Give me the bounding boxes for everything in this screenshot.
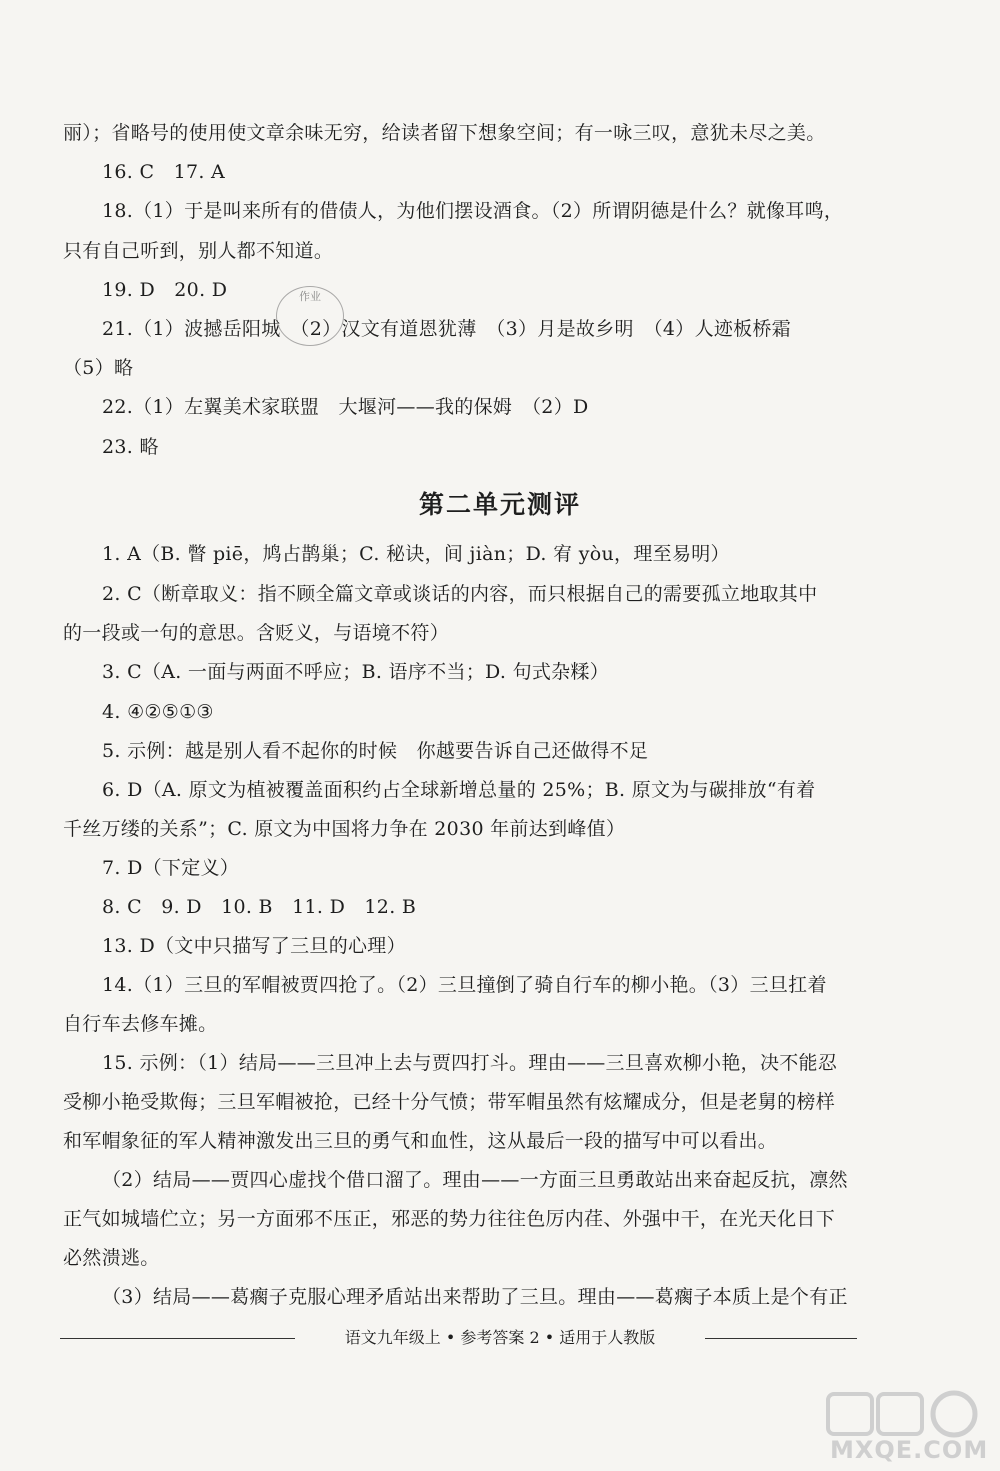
text-line: 22.（1）左翼美术家联盟 大堰河——我的保姆 （2）D: [102, 396, 589, 418]
text-line: 千丝万缕的关系”；C. 原文为中国将力争在 2030 年前达到峰值）: [63, 818, 626, 840]
text-line: 15. 示例：（1）结局——三旦冲上去与贾四打斗。理由——三旦喜欢柳小艳，决不能忍: [102, 1052, 838, 1074]
watermark-text: MXQE.COM: [830, 1436, 989, 1464]
text-line: 和军帽象征的军人精神激发出三旦的勇气和血性，这从最后一段的描写中可以看出。: [63, 1130, 778, 1152]
page-footer: [0, 1327, 1000, 1349]
homework-stamp: 作业: [276, 286, 344, 346]
text-line: （5）略: [63, 357, 134, 379]
text-line: 必然溃逃。: [63, 1247, 160, 1269]
text-line: 1. A（B. 瞥 piē，鸠占鹊巢；C. 秘诀，间 jiàn；D. 宥 yòu，理至易明）: [102, 543, 730, 565]
text-line: 23. 略: [102, 436, 159, 458]
text-line: 自行车去修车摊。: [63, 1013, 218, 1035]
text-line: 18.（1）于是叫来所有的借债人，为他们摆设酒食。（2）所谓阴德是什么？就像耳鸣，: [102, 200, 844, 222]
text-line: （2）结局——贾四心虚找个借口溜了。理由——一方面三旦勇敢站出来奋起反抗，凛然: [102, 1169, 848, 1191]
watermark-logo: [826, 1390, 989, 1465]
text-line: 正气如城墙伫立；另一方面邪不压正，邪恶的势力往往色厉内荏、外强中干，在光天化日下: [63, 1208, 836, 1230]
text-line: 只有自己听到，别人都不知道。: [63, 240, 334, 262]
text-line: （3）结局——葛瘸子克服心理矛盾站出来帮助了三旦。理由——葛瘸子本质上是个有正: [102, 1286, 848, 1308]
text-line: 16. C 17. A: [102, 161, 226, 183]
text-line: 14.（1）三旦的军帽被贾四抢了。（2）三旦撞倒了骑自行车的柳小艳。（3）三旦扛着: [102, 974, 827, 996]
text-line: 的一段或一句的意思。含贬义，与语境不符）: [63, 622, 450, 644]
text-line: 21.（1）波撼岳阳城 （2）汉文有道恩犹薄 （3）月是故乡明 （4）人迹板桥霜: [102, 318, 792, 340]
text-line: 8. C 9. D 10. B 11. D 12. B: [102, 896, 417, 918]
section-title: 第二单元测评: [418, 490, 581, 519]
text-line: 13. D（文中只描写了三旦的心理）: [102, 935, 406, 957]
text-line: 5. 示例：越是别人看不起你的时候 你越要告诉自己还做得不足: [102, 740, 649, 762]
text-line: 7. D（下定义）: [102, 857, 240, 879]
text-line: 2. C（断章取义：指不顾全篇文章或谈话的内容，而只根据自己的需要孤立地取其中: [102, 583, 818, 605]
text-line: 3. C（A. 一面与两面不呼应；B. 语序不当；D. 句式杂糅）: [102, 661, 610, 683]
text-line: 19. D 20. D: [102, 279, 228, 301]
text-line: 受柳小艳受欺侮；三旦军帽被抢，已经十分气愤；带军帽虽然有炫耀成分，但是老舅的榜样: [63, 1091, 836, 1113]
text-line: 6. D（A. 原文为植被覆盖面积约占全球新增总量的 25%；B. 原文为与碳排放“有着: [102, 779, 816, 801]
text-line: 4. ④②⑤①③: [102, 701, 214, 723]
text-line: 丽）；省略号的使用使文章余味无穷，给读者留下想象空间；有一咏三叹，意犹未尽之美。: [63, 122, 826, 144]
footer-text: 语文九年级上 • 参考答案 2 • 适用于人教版: [339, 1328, 662, 1347]
